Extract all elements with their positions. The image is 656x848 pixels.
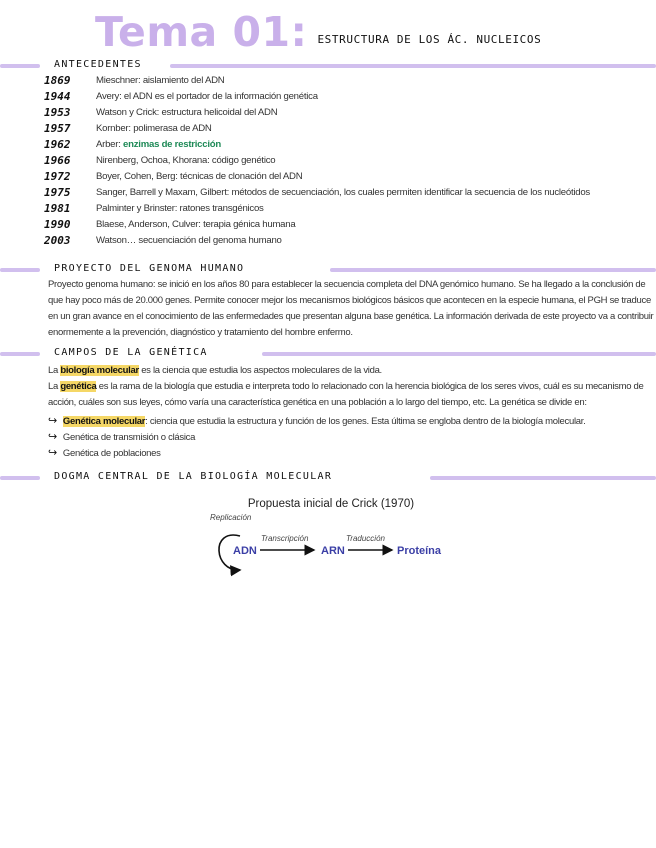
timeline-text: Kornber: polimerasa de ADN <box>96 122 212 134</box>
timeline-year: 1962 <box>44 137 71 151</box>
timeline-text: Avery: el ADN es el portador de la información genética <box>96 90 318 102</box>
highlight-term: genética <box>60 381 97 392</box>
timeline-text: Watson… secuenciación del genoma humano <box>96 234 282 246</box>
timeline-row <box>44 216 644 232</box>
section-divider <box>0 476 40 480</box>
text-prefix: La <box>48 381 61 392</box>
timeline-year: 2003 <box>44 233 71 247</box>
section-antecedentes-header <box>0 58 656 72</box>
section-dogma-title: DOGMA CENTRAL DE LA BIOLOGÍA MOLECULAR <box>50 470 336 484</box>
list-item <box>48 414 585 427</box>
replication-label: Replicación <box>210 513 252 522</box>
timeline-row <box>44 232 644 248</box>
timeline-row <box>44 72 644 88</box>
campos-paragraph-1 <box>48 363 654 379</box>
timeline-row <box>44 200 644 216</box>
timeline <box>44 72 644 248</box>
arn-label: ARN <box>321 545 345 557</box>
section-dogma-header <box>0 470 656 484</box>
section-antecedentes-title: ANTECEDENTES <box>50 58 146 72</box>
section-divider <box>430 476 656 480</box>
timeline-year: 1957 <box>44 121 71 135</box>
page-title: Tema 01: <box>95 8 308 56</box>
curved-arrow-icon: ↪ <box>48 446 57 459</box>
timeline-year: 1975 <box>44 185 71 199</box>
timeline-row <box>44 184 644 200</box>
section-proyecto-title: PROYECTO DEL GENOMA HUMANO <box>50 262 248 276</box>
timeline-year: 1966 <box>44 153 71 167</box>
section-divider <box>330 268 656 272</box>
header <box>95 8 541 54</box>
timeline-text: Palminter y Brinster: ratones transgénicos <box>96 202 264 214</box>
protein-label: Proteína <box>397 545 442 557</box>
timeline-text-prefix: Arber: <box>96 138 124 150</box>
timeline-row <box>44 104 644 120</box>
timeline-row <box>44 168 644 184</box>
list-item-text: Genética de poblaciones <box>62 448 161 459</box>
highlight-term: Genética molecular <box>62 416 146 427</box>
section-campos-header <box>0 346 656 360</box>
curved-arrow-icon: ↪ <box>48 414 57 427</box>
timeline-year: 1972 <box>44 169 71 183</box>
timeline-year: 1990 <box>44 217 71 231</box>
timeline-row <box>44 136 644 152</box>
diagram-title: Propuesta inicial de Crick (1970) <box>247 498 415 510</box>
timeline-year: 1981 <box>44 201 71 215</box>
page-subtitle: ESTRUCTURA DE LOS ÁC. NUCLEICOS <box>317 33 542 46</box>
timeline-text: Mieschner: aislamiento del ADN <box>96 74 225 86</box>
timeline-row <box>44 120 644 136</box>
list-item-text: Genética de transmisión o clásica <box>62 432 196 443</box>
section-divider <box>0 64 40 68</box>
text-body: es la ciencia que estudia los aspectos moleculares de la vida. <box>138 365 382 376</box>
timeline-year: 1944 <box>44 89 71 103</box>
timeline-text: Sanger, Barrell y Maxam, Gilbert: métodos de secuenciación, los cuales permiten identificar la secuencia de los nucleótidos <box>96 186 590 198</box>
section-divider <box>262 352 656 356</box>
section-divider <box>170 64 656 68</box>
timeline-text: Boyer, Cohen, Berg: técnicas de clonación del ADN <box>96 170 303 182</box>
section-campos-title: CAMPOS DE LA GENÉTICA <box>50 346 212 360</box>
timeline-year: 1869 <box>44 73 71 87</box>
timeline-text: Watson y Crick: estructura helicoidal del ADN <box>96 106 278 118</box>
timeline-year: 1953 <box>44 105 71 119</box>
adn-label: ADN <box>233 545 257 557</box>
proyecto-paragraph: Proyecto genoma humano: se inició en los años 80 para establecer la secuencia completa del DNA genómico humano. Se ha llegado a la conclusión de que hay poco más de 20.000 genes. Permite conocer mejor los mecanismos biológicos básicos que acontecen en la especie humana, el PGH se traduce en un gran avance en el conocimiento de las enfermedades que presentan alguna base genética. La información derivada de este proyecto va a contribuir enormemente a la prevención, diagnóstico y tratamiento del hombre enfermo. <box>48 279 654 338</box>
list-item <box>48 430 195 443</box>
text-body: es la rama de la biología que estudia e interpreta todo lo relacionado con la herencia biológica de los seres vivos, cuál es su mecanismo de acción, cuáles son sus leyes, cómo varía una característica genética en una población a lo largo del tiempo, etc. La genética se divide en: <box>48 381 644 408</box>
highlight-term: enzimas de restricción <box>123 138 221 150</box>
timeline-text: Blaese, Anderson, Culver: terapia génica humana <box>96 218 296 230</box>
transcription-label: Transcripción <box>261 534 309 543</box>
curved-arrow-icon: ↪ <box>48 430 57 443</box>
timeline-text: Nirenberg, Ochoa, Khorana: código genético <box>96 154 276 166</box>
section-divider <box>0 352 40 356</box>
central-dogma-diagram <box>200 490 460 590</box>
text-prefix: La <box>48 365 61 376</box>
section-divider <box>0 268 40 272</box>
list-item <box>48 446 161 459</box>
list-item-text: : ciencia que estudia la estructura y función de los genes. Esta última se engloba dentro de la biología molecular. <box>145 416 586 427</box>
timeline-text <box>96 139 221 150</box>
section-proyecto-header <box>0 262 656 276</box>
timeline-row <box>44 152 644 168</box>
highlight-term: biología molecular <box>60 365 139 376</box>
translation-label: Traducción <box>346 534 385 543</box>
timeline-row <box>44 88 644 104</box>
campos-paragraph-2 <box>48 379 654 411</box>
